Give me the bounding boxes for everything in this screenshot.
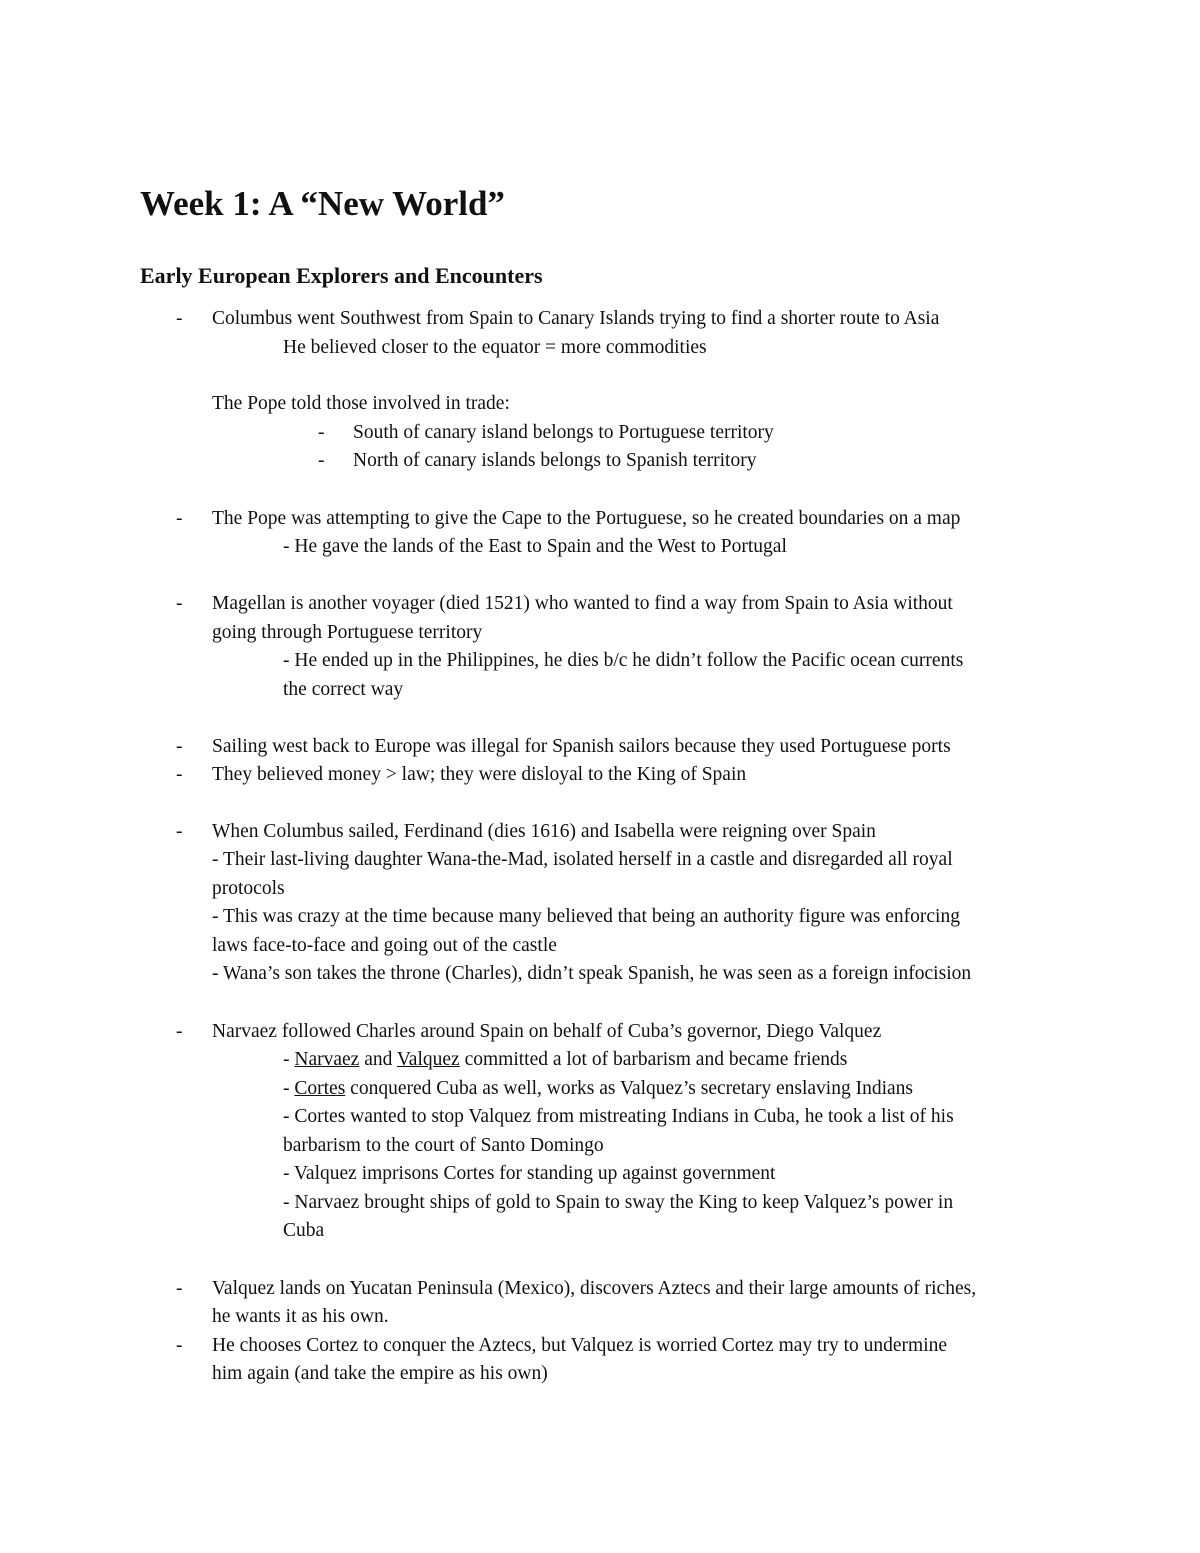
underlined-name-narvaez: Narvaez [294,1049,360,1070]
line-prefix: - [283,1049,295,1070]
bullet-marker: - [318,422,325,443]
bullet-marker: - [176,821,183,842]
bullet-marker: - [176,508,183,529]
note-line: - Narvaez brought ships of gold to Spain to sway the King to keep Valquez’s power in [283,1192,954,1213]
note-line: They believed money > law; they were disloyal to the King of Spain [212,764,747,785]
note-line: he wants it as his own. [212,1306,389,1327]
note-line: protocols [212,878,285,899]
bullet-marker: - [176,593,183,614]
note-line: Magellan is another voyager (died 1521) who wanted to find a way from Spain to Asia without [212,593,953,614]
underlined-name-cortes: Cortes [294,1078,346,1099]
note-line: When Columbus sailed, Ferdinand (dies 1616) and Isabella were reigning over Spain [212,821,876,842]
line-text: committed a lot of barbarism and became friends [459,1049,848,1070]
bullet-marker: - [176,1335,183,1356]
underlined-name-valquez: Valquez [396,1049,460,1070]
note-line: - Cortes wanted to stop Valquez from mistreating Indians in Cuba, he took a list of his [283,1106,954,1127]
note-line: Cuba [283,1220,325,1241]
note-line [283,1046,847,1074]
note-line: going through Portuguese territory [212,622,483,643]
bullet-marker: - [176,308,183,329]
bullet-marker: - [176,1021,183,1042]
note-line: Narvaez followed Charles around Spain on behalf of Cuba’s governor, Diego Valquez [212,1021,882,1042]
note-line: the correct way [283,679,404,700]
note-line: him again (and take the empire as his own) [212,1363,548,1384]
bullet-marker: - [176,736,183,757]
note-line: - Valquez imprisons Cortes for standing up against government [283,1163,776,1184]
note-line: The Pope was attempting to give the Cape to the Portuguese, so he created boundaries on a map [212,508,961,529]
note-line: Sailing west back to Europe was illegal for Spanish sailors because they used Portuguese ports [212,736,951,757]
note-line: - He ended up in the Philippines, he dies b/c he didn’t follow the Pacific ocean currents [283,650,964,671]
note-line: - Their last-living daughter Wana-the-Mad, isolated herself in a castle and disregarded all royal [212,849,953,870]
bullet-marker: - [176,1278,183,1299]
note-line: barbarism to the court of Santo Domingo [283,1135,604,1156]
note-line: South of canary island belongs to Portuguese territory [353,422,774,443]
note-line: North of canary islands belongs to Spanish territory [353,450,757,471]
page-title: Week 1: A “New World” [140,184,505,223]
note-line: - This was crazy at the time because many believed that being an authority figure was enforcing [212,906,960,927]
section-heading: Early European Explorers and Encounters [140,263,543,288]
note-line: The Pope told those involved in trade: [212,393,510,414]
line-text: and [359,1049,397,1070]
note-line: He believed closer to the equator = more commodities [283,337,707,358]
line-prefix: - [283,1078,295,1099]
note-line: Columbus went Southwest from Spain to Canary Islands trying to find a shorter route to Asia [212,308,940,329]
note-line [283,1075,913,1103]
note-line: laws face-to-face and going out of the castle [212,935,557,956]
note-line: - Wana’s son takes the throne (Charles), didn’t speak Spanish, he was seen as a foreign infocision [212,963,972,984]
bullet-marker: - [318,450,325,471]
note-line: Valquez lands on Yucatan Peninsula (Mexico), discovers Aztecs and their large amounts of riches, [212,1278,977,1299]
note-line: He chooses Cortez to conquer the Aztecs, but Valquez is worried Cortez may try to undermine [212,1335,948,1356]
note-line: - He gave the lands of the East to Spain and the West to Portugal [283,536,787,557]
line-text: conquered Cuba as well, works as Valquez’s secretary enslaving Indians [345,1078,913,1099]
bullet-marker: - [176,764,183,785]
